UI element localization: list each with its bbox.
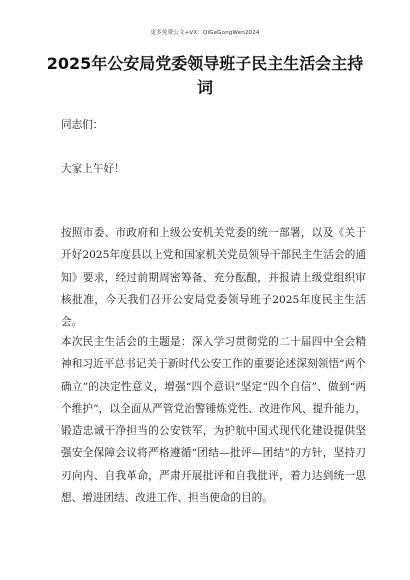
greeting: 大家上午好！: [61, 163, 125, 175]
salutation: 同志们：: [61, 119, 104, 131]
document-title: 2025年公安局党委领导班子民主生活会主持词: [46, 54, 364, 97]
body-paragraph: 本次民主生活会的主题是：深入学习贯彻党的二十届四中全会精神和习近平总书记关于新时代公安工作的重要论述深刻领悟“两个确立”的决定性意义，增强“四个意识”坚定“四个自信”、做到“两个维护”，以全面从严管党治警锤炼党性、改进作风、提升能力，锻造忠诚干净担当的公安铁军，为护航中国式现代化建设提供坚强安全保障会议将严格遵循“团结—批评—团结”的方针，坚持刀刃向内、自我革命，严肃开展批评和自我批评，着力达到统一思想、增进团结、改进工作、担当使命的目的。: [61, 336, 366, 505]
body-paragraph: 按照市委、市政府和上级公安机关党委的统一部署，以及《关于开好2025年度县以上党和国家机关党员领导干部民主生活会的通知》要求，经过前期周密筹备、充分酝酿，并报请上级党组织审核批准，今天我们召开公安局党委领导班子2025年度民主生活会。: [61, 227, 366, 329]
header-note: 更多免费公文+VX：QiGeGongWen2024: [150, 30, 260, 36]
